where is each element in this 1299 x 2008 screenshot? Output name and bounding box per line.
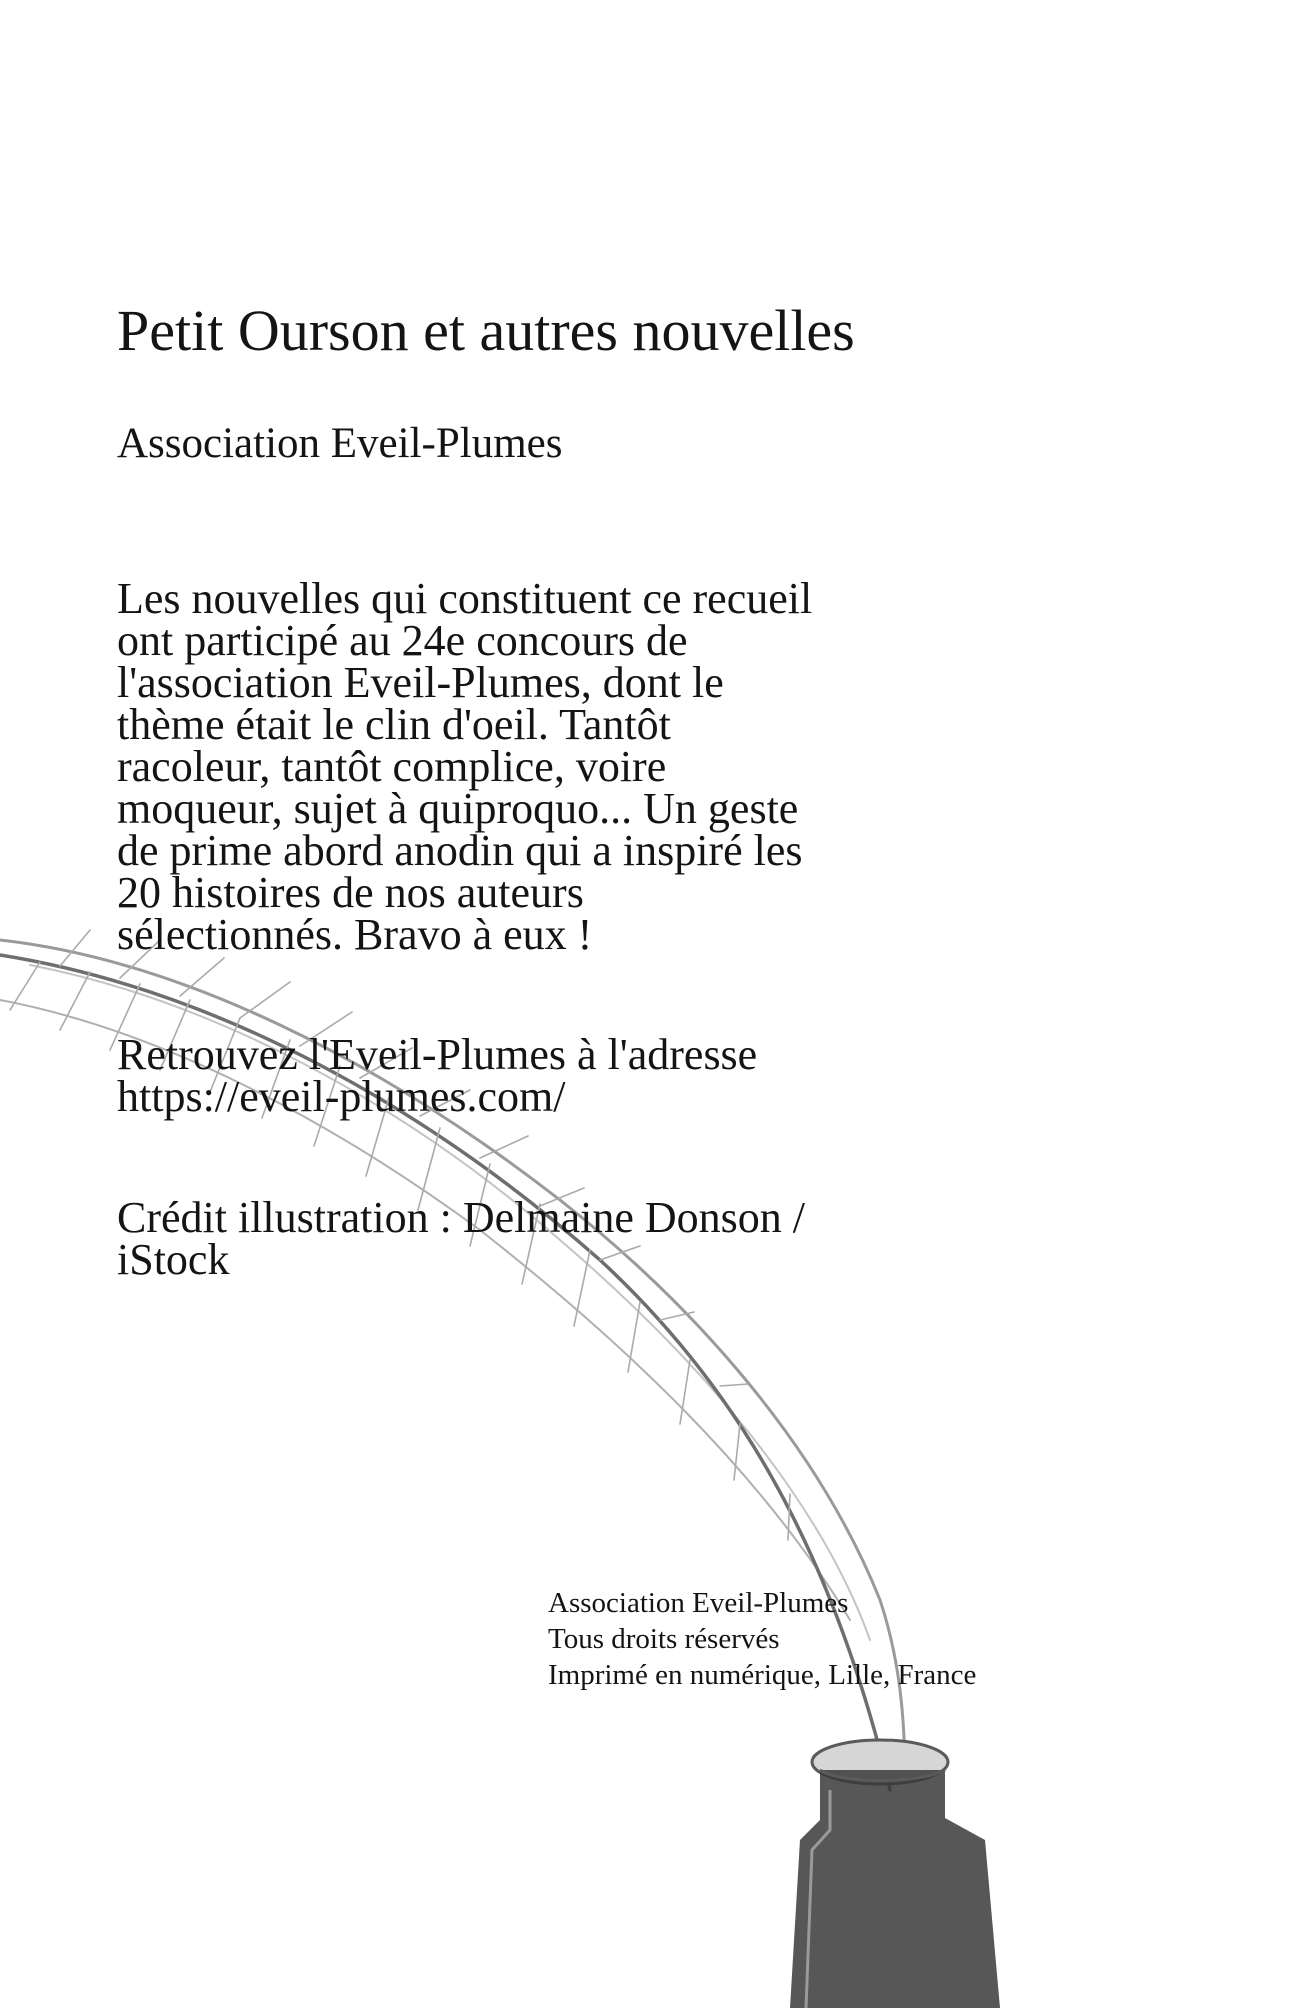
description-line: Les nouvelles qui constituent ce recueil (117, 574, 813, 623)
description-line: l'association Eveil-Plumes, dont le (117, 658, 724, 707)
author-name: Association Eveil-Plumes (117, 420, 563, 467)
description-line: 20 histoires de nos auteurs (117, 868, 584, 917)
imprint-line: Association Eveil-Plumes (548, 1587, 849, 1619)
website-url: https://eveil-plumes.com/ (117, 1072, 566, 1121)
credit-line: Crédit illustration : Delmaine Donson / (117, 1193, 806, 1242)
book-title: Petit Ourson et autres nouvelles (117, 298, 855, 363)
imprint-notice (548, 1585, 976, 1693)
description-line: racoleur, tantôt complice, voire (117, 742, 667, 791)
description-line: thème était le clin d'oeil. Tantôt (117, 700, 671, 749)
website-note (117, 1030, 758, 1121)
description-line: ont participé au 24e concours de (117, 616, 688, 665)
book-description (117, 574, 813, 959)
description-line: moqueur, sujet à quiproquo... Un geste (117, 784, 799, 833)
description-line: sélectionnés. Bravo à eux ! (117, 910, 593, 959)
credit-line: iStock (117, 1235, 230, 1284)
illustration-credit (117, 1193, 806, 1284)
description-line: de prime abord anodin qui a inspiré les (117, 826, 803, 875)
website-line: Retrouvez l'Eveil-Plumes à l'adresse (117, 1030, 758, 1079)
imprint-line: Tous droits réservés (548, 1623, 780, 1655)
inkwell (790, 1740, 1000, 2008)
imprint-line: Imprimé en numérique, Lille, France (548, 1659, 977, 1691)
